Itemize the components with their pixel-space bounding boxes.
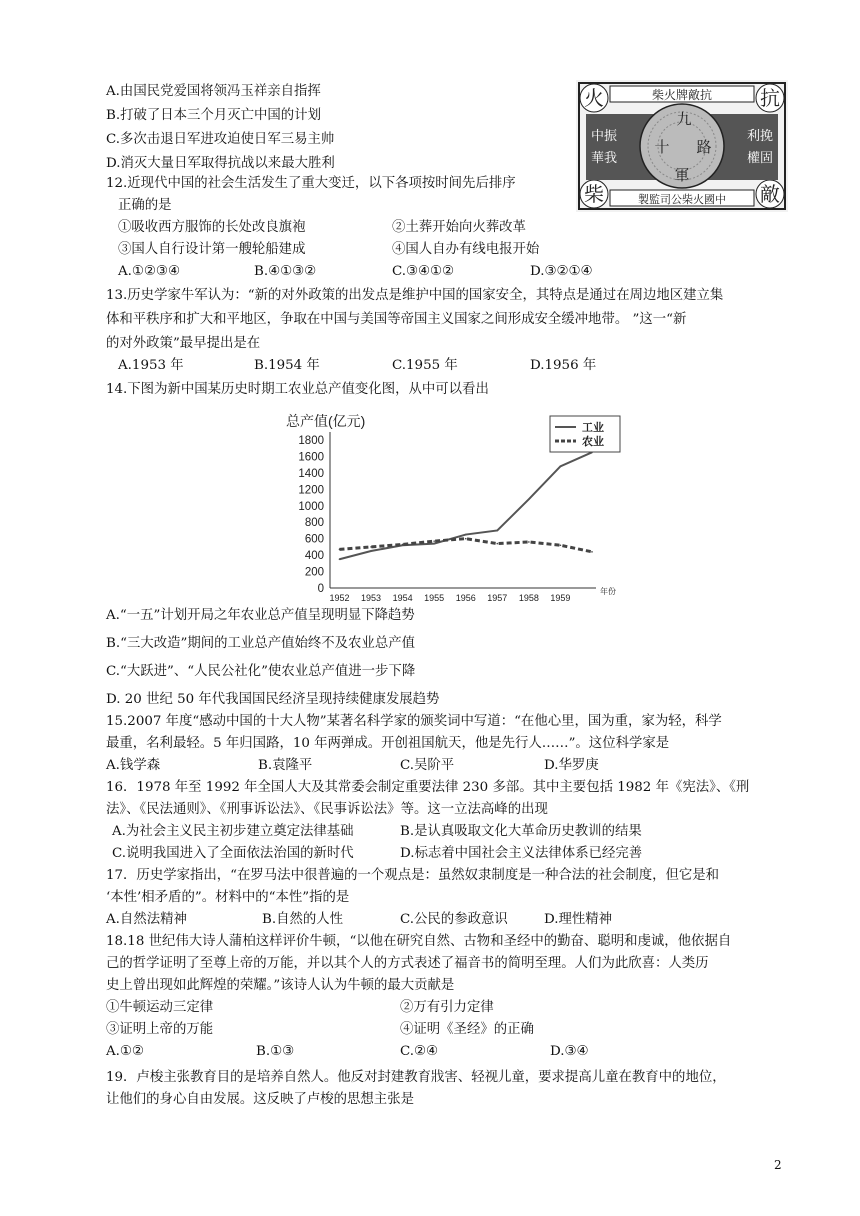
q14-option-d: D. 20 世纪 50 年代我国国民经济呈现持续健康发展趋势 [106, 692, 440, 707]
q18-option-b: B.①③ [256, 1044, 295, 1059]
y-tick-label-4: 800 [304, 517, 324, 530]
q18-option-c: C.②④ [400, 1044, 439, 1059]
q12-item-3: ③国人自行设计第一艘轮船建成 [118, 242, 306, 257]
y-tick-label-0: 0 [317, 583, 324, 595]
q12-option-c: C.③④①② [392, 264, 455, 279]
x-tick-label-0: 1952 [329, 593, 350, 602]
x-tick-label-6: 1958 [518, 593, 539, 602]
q12-option-d: D.③②①④ [530, 264, 593, 279]
y-axis-label: 总产值(亿元) [286, 413, 366, 429]
q15-option-a: A.钱学森 [106, 758, 161, 773]
series-1-point-3 [433, 540, 435, 542]
q14-option-b: B.“三大改造”期间的工业总产值始终不及农业总产值 [106, 636, 415, 651]
x-tick-label-5: 1957 [487, 593, 508, 602]
stamp-center-char-3: 路 [696, 138, 712, 156]
y-tick-label-8: 1600 [298, 451, 324, 464]
stamp-corner-tl: 火 [584, 86, 604, 110]
y-tick-label-7: 1400 [298, 467, 324, 480]
y-tick-label-5: 1000 [298, 500, 324, 513]
legend-label-1: 农业 [582, 436, 604, 448]
legend-label-0: 工业 [582, 422, 604, 434]
q19-stem-line2: 让他们的身心自由发展。这反映了卢梭的思想主张是 [106, 1092, 414, 1107]
q15-option-c: C.吴阶平 [400, 758, 455, 773]
q14-option-a: A.“一五”计划开局之年农业总产值呈现明显下降趋势 [106, 608, 415, 623]
q13-stem-line1: 13.历史学家牛军认为：“新的对外政策的出发点是维护中国的国家安全，其特点是通过在周边地区建立集 [106, 288, 724, 303]
q16-stem-line2: 法》、《民法通则》、《刑事诉讼法》、《民事诉讼法》等。这一立法高峰的出现 [106, 802, 548, 817]
q12-option-a: A.①②③④ [118, 264, 180, 279]
q11-option-b: B.打破了日本三个月灭亡中国的计划 [106, 108, 321, 123]
series-1-point-8 [591, 551, 593, 553]
series-0-point-5 [497, 530, 499, 532]
x-tick-label-1: 1953 [361, 593, 382, 602]
q18-stem-line3: 史上曾出现如此辉煌的荣耀。”该诗人认为牛顿的最大贡献是 [106, 978, 455, 993]
q11-option-d: D.消灭大量日军取得抗战以来最大胜利 [106, 156, 335, 171]
series-0-point-4 [465, 534, 467, 536]
y-tick-label-2: 400 [304, 550, 324, 563]
stamp-corner-bl: 柴 [584, 182, 604, 206]
q17-stem-line1: 17．历史学家指出，“在罗马法中很普遍的一个观点是：虽然奴隶制度是一种合法的社会制度，但它是和 [106, 868, 720, 883]
q11-option-c: C.多次击退日军进攻迫使日军三易主帅 [106, 132, 335, 147]
series-1-point-1 [370, 546, 372, 548]
stamp-left-bottom: 華我 [590, 151, 618, 166]
series-1-point-6 [528, 541, 530, 543]
x-tick-label-4: 1956 [455, 593, 476, 602]
q13-stem-line3: 的对外政策”最早提出是在 [106, 336, 261, 351]
q18-option-a: A.①② [106, 1044, 144, 1059]
q12-option-b: B.④①③② [254, 264, 317, 279]
stamp-corner-tr: 抗 [760, 86, 780, 110]
q16-option-b: B.是认真吸取文化大革命历史教训的结果 [400, 824, 642, 839]
q18-item-3: ③证明上帝的万能 [106, 1022, 214, 1037]
q14-stem: 14.下图为新中国某历史时期工农业总产值变化图，从中可以看出 [106, 382, 489, 397]
q12-item-1: ①吸收西方服饰的长处改良旗袍 [118, 220, 306, 235]
x-axis-label: 年份 [600, 587, 616, 596]
q14-option-c: C.“大跃进”、“人民公社化”使农业总产值进一步下降 [106, 664, 416, 679]
page-number: 2 [774, 1158, 782, 1172]
y-tick-label-6: 1200 [298, 484, 324, 497]
series-0-point-6 [528, 498, 530, 500]
x-tick-label-7: 1959 [550, 593, 571, 602]
q16-option-c: C.说明我国进入了全面依法治国的新时代 [112, 846, 354, 861]
stamp-top-text: 柴火牌敵抗 [651, 88, 713, 102]
stamp-right-bottom: 權固 [746, 151, 774, 166]
q16-option-d: D.标志着中国社会主义法律体系已经完善 [400, 846, 643, 861]
y-tick-label-1: 200 [304, 566, 324, 579]
q16-stem-line1: 16．1978 年至 1992 年全国人大及其常委会制定重要法律 230 多部。其中主要包括 1982 年《宪法》、《刑 [106, 780, 750, 795]
q18-option-d: D.③④ [550, 1044, 589, 1059]
q16-option-a: A.为社会主义民主初步建立奠定法律基础 [112, 824, 354, 839]
q13-option-c: C.1955 年 [392, 358, 458, 373]
q19-stem-line1: 19．卢梭主张教育目的是培养自然人。他反对封建教育戕害、轻视儿童，要求提高儿童在教育中的地位， [106, 1070, 726, 1085]
series-0-point-7 [560, 466, 562, 468]
q13-option-d: D.1956 年 [530, 358, 597, 373]
q12-stem-line1: 12.近现代中国的社会生活发生了重大变迁，以下各项按时间先后排序 [106, 176, 516, 191]
stamp-right-top: 利挽 [746, 129, 774, 144]
q15-stem-line2: 最重，名利最轻。5 年归国路，10 年两弹成。开创祖国航天，他是先行人……”。这位科学家是 [106, 736, 670, 751]
stamp-center-char-4: 軍 [674, 166, 690, 184]
stamp-left-top: 中振 [590, 129, 618, 144]
series-1-point-4 [465, 538, 467, 540]
stamp-center-char-1: 九 [676, 110, 692, 128]
q11-option-a: A.由国民党爱国将领冯玉祥亲自指挥 [106, 84, 321, 99]
stamp-center-char-2: 十 [654, 138, 670, 156]
q12-item-4: ④国人自办有线电报开始 [392, 242, 540, 257]
series-1-point-7 [560, 544, 562, 546]
q17-option-c: C.公民的参政意识 [400, 912, 508, 927]
q15-stem-line1: 15.2007 年度“感动中国的十大人物”某著名科学家的颁奖词中写道：“在他心里，国为重，家为轻，科学 [106, 714, 722, 729]
x-tick-label-3: 1955 [424, 593, 445, 602]
q17-stem-line2: ‘本性’相矛盾的”。材料中的“本性”指的是 [106, 890, 350, 905]
series-0-point-1 [370, 550, 372, 552]
q17-option-a: A.自然法精神 [106, 912, 187, 927]
series-1-point-5 [497, 543, 499, 545]
q18-item-2: ②万有引力定律 [400, 1000, 494, 1015]
y-tick-label-9: 1800 [298, 435, 324, 447]
q13-stem-line2: 体和平秩序和扩大和平地区，争取在中国与美国等帝国主义国家之间形成安全缓冲地带。 ”这一“新 [106, 312, 687, 327]
matchbox-label-image [576, 80, 788, 212]
q12-item-2: ②土葬开始向火葬改革 [392, 220, 526, 235]
q18-item-4: ④证明《圣经》的正确 [400, 1022, 534, 1037]
q17-option-b: B.自然的人性 [262, 912, 344, 927]
q13-option-a: A.1953 年 [118, 358, 184, 373]
q18-stem-line1: 18.18 世纪伟大诗人蒲柏这样评价牛顿，“以他在研究自然、古物和圣经中的勤奋、聪明和虔诚，他依据自 [106, 934, 732, 949]
series-0-point-0 [339, 558, 341, 560]
q13-option-b: B.1954 年 [254, 358, 320, 373]
q12-stem-line2: 正确的是 [118, 198, 172, 213]
stamp-bottom-text: 製監司公柴火國中 [638, 193, 726, 206]
q15-option-b: B.袁隆平 [258, 758, 313, 773]
series-0-point-3 [433, 543, 435, 545]
output-value-line-chart [282, 406, 626, 602]
y-tick-label-3: 600 [304, 533, 324, 546]
series-1-point-0 [339, 549, 341, 551]
q15-option-d: D.华罗庚 [544, 758, 599, 773]
q18-stem-line2: 己的哲学证明了至尊上帝的万能，并以其个人的方式表述了福音书的简明至理。人们为此欣喜：人类历 [106, 956, 709, 971]
series-1-point-2 [402, 544, 404, 546]
x-tick-label-2: 1954 [392, 593, 413, 602]
q17-option-d: D.理性精神 [544, 912, 613, 927]
stamp-corner-br: 敵 [760, 182, 780, 206]
q18-item-1: ①牛顿运动三定律 [106, 1000, 214, 1015]
